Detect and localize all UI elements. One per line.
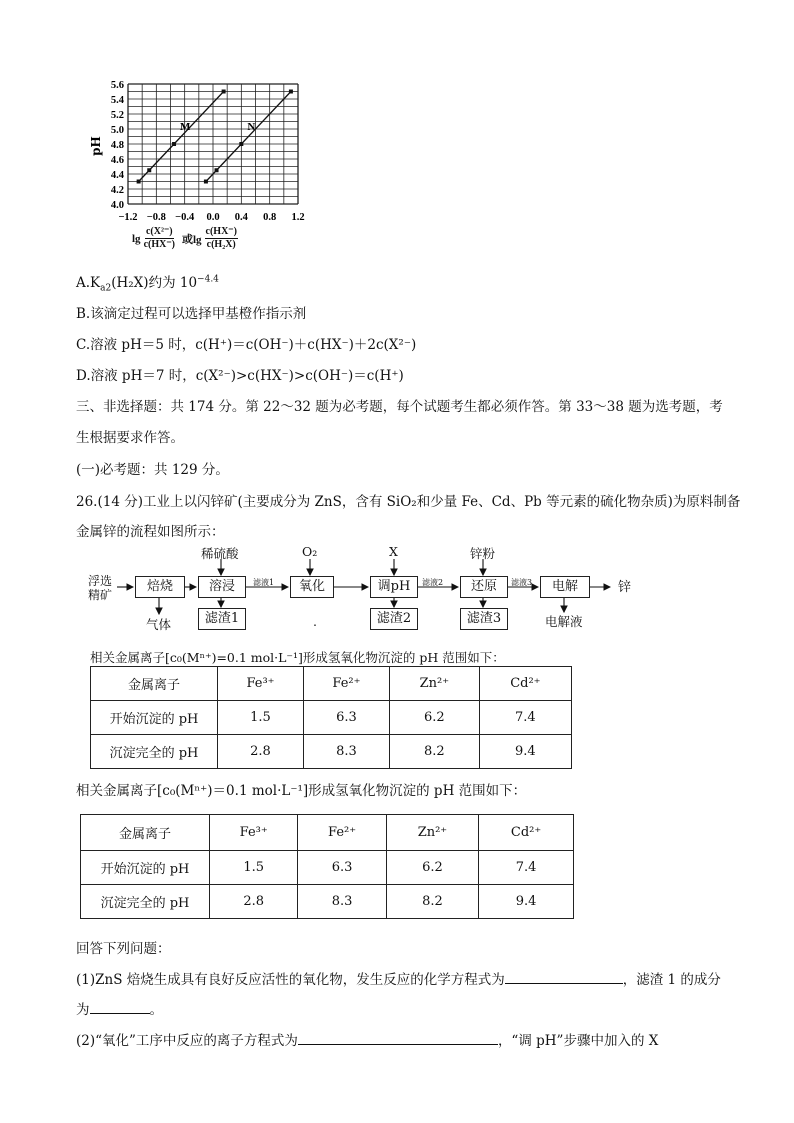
data-point	[215, 168, 219, 172]
answer-blank-1[interactable]	[505, 969, 623, 984]
filtrate-1: 滤液1	[253, 578, 275, 587]
output-residue-1: 滤渣1	[198, 608, 246, 630]
step-roast: 焙烧	[135, 576, 185, 598]
answer-q1-text-b: ，滤渣 1 的成分	[622, 972, 721, 988]
table-cell: 1.5	[218, 701, 304, 735]
y-tick-label: 4.4	[110, 170, 124, 181]
table-cell: 7.4	[479, 701, 571, 735]
table-caption-a: 相关金属离子[c₀(Mⁿ⁺)=0.1 mol·L⁻¹]形成氢氧化物沉淀的 pH 范围如下：	[90, 650, 505, 665]
table-cell: 8.3	[303, 735, 389, 769]
x-label-frac1-num: c(X²⁻)	[145, 226, 173, 237]
y-tick-label: 4.0	[110, 200, 124, 211]
option-b: B.该滴定过程可以选择甲基橙作指示剂	[76, 306, 307, 322]
filtrate-2: 滤液2	[422, 578, 444, 587]
table-cell: 1.5	[210, 851, 298, 885]
table-cell: 6.2	[389, 701, 479, 735]
series-label: N	[247, 121, 256, 133]
filtrate-3: 滤液3	[511, 578, 533, 587]
output-electrolyte: 电解液	[545, 614, 583, 629]
option-a-exp: −4.4	[197, 274, 219, 285]
x-tick-label: −1.2	[118, 212, 138, 223]
table-cell: Fe²⁺	[303, 667, 389, 701]
x-label-frac2	[205, 226, 238, 251]
table-cell: 9.4	[479, 885, 574, 919]
table-cell: 开始沉淀的 pH	[91, 701, 218, 735]
x-tick-label: 0.8	[263, 212, 277, 223]
step-leach: 溶浸	[198, 576, 246, 598]
table-cell: Cd²⁺	[479, 667, 571, 701]
answer-q1-line-2	[76, 998, 163, 1018]
step-oxidize: 氧化	[290, 576, 334, 598]
option-c: C.溶液 pH＝5 时，c(H⁺)＝c(OH⁻)＋c(HX⁻)＋2c(X²⁻)	[76, 337, 417, 353]
y-tick-label: 5.4	[110, 95, 124, 106]
y-tick-label: 5.0	[110, 125, 124, 136]
input-oxygen: O₂	[302, 544, 318, 559]
x-label-mid: 或lg	[181, 233, 202, 246]
y-tick-label: 4.8	[110, 140, 124, 151]
data-point	[137, 180, 141, 184]
data-point	[222, 90, 226, 94]
section-line-2: 生根据要求作答。	[76, 430, 184, 446]
ion-table-b	[80, 814, 574, 919]
q26-line-1: 26.(14 分)工业上以闪锌矿(主要成分为 ZnS，含有 SiO₂和少量 Fe、Cd、Pb 等元素的硫化物杂质)为原料制备	[76, 494, 741, 510]
data-point	[289, 90, 293, 94]
answer-q1-line	[76, 968, 721, 988]
input-zinc-powder: 锌粉	[470, 546, 496, 561]
input-sulfuric-acid: 稀硫酸	[201, 546, 239, 561]
output-residue-3: 滤渣3	[460, 608, 508, 630]
x-label-prefix: lg	[132, 232, 141, 245]
answers-intro: 回答下列问题：	[76, 941, 171, 957]
option-a-sub: a2	[100, 283, 112, 294]
step-electrolysis: 电解	[540, 576, 590, 598]
answer-q1-text-c: 为	[76, 1002, 90, 1018]
table-cell: 7.4	[479, 851, 574, 885]
data-point	[147, 168, 151, 172]
table-cell: Fe³⁺	[210, 815, 298, 851]
section-line-1: 三、非选择题：共 174 分。第 22～32 题为必考题，每个试题考生都必须作答。第 33～38 题为选考题，考	[76, 399, 723, 415]
table-row	[91, 701, 572, 735]
table-cell: 8.3	[298, 885, 386, 919]
x-axis-label	[132, 226, 238, 251]
flow-start-bottom: 精矿	[88, 588, 113, 602]
output-residue-2: 滤渣2	[370, 608, 418, 630]
data-point	[239, 142, 243, 146]
table-caption-b: 相关金属离子[c₀(Mⁿ⁺)＝0.1 mol·L⁻¹]形成氢氧化物沉淀的 pH 范围如下：	[76, 783, 527, 799]
option-a-rest: (H₂X)约为 10	[111, 275, 198, 291]
table-cell: 8.2	[386, 885, 478, 919]
x-label-frac2-den: c(H₂X)	[206, 239, 236, 250]
y-axis-label: pH	[89, 136, 103, 156]
y-tick-label: 5.6	[110, 80, 124, 91]
table-cell: 9.4	[479, 735, 571, 769]
series-label: M	[180, 121, 191, 133]
flow-start-top: 浮选	[88, 574, 113, 588]
y-tick-label: 4.2	[110, 185, 124, 196]
ion-table-a	[90, 666, 572, 769]
x-label-frac1	[144, 226, 175, 251]
table-cell: Fe³⁺	[218, 667, 304, 701]
table-cell: 开始沉淀的 pH	[81, 851, 210, 885]
table-cell: 金属离子	[91, 667, 218, 701]
x-tick-label: −0.4	[175, 212, 195, 223]
table-header-row	[91, 667, 572, 701]
section-sub: (一)必考题：共 129 分。	[76, 462, 229, 478]
step-reduce: 还原	[460, 576, 508, 598]
input-x: X	[389, 544, 398, 559]
table-cell: Zn²⁺	[386, 815, 478, 851]
table-cell: 2.8	[218, 735, 304, 769]
answer-q2-text-a: (2)“氧化”工序中反应的离子方程式为	[76, 1033, 298, 1049]
table-cell: 沉淀完全的 pH	[81, 885, 210, 919]
answer-q2-line	[76, 1029, 658, 1049]
table-cell: Zn²⁺	[389, 667, 479, 701]
y-tick-label: 5.2	[110, 110, 124, 121]
answer-q1-text-d: 。	[149, 1002, 163, 1018]
table-cell: 沉淀完全的 pH	[91, 735, 218, 769]
y-tick-label: 4.6	[110, 155, 124, 166]
product-zinc: 锌	[618, 580, 632, 595]
answer-q1-text-a: (1)ZnS 焙烧生成具有良好反应活性的氧化物，发生反应的化学方程式为	[76, 972, 505, 988]
table-row	[81, 851, 574, 885]
answer-q2-text-b: ，“调 pH”步骤中加入的 X	[497, 1033, 659, 1049]
x-label-frac1-den: c(HX⁻)	[143, 239, 175, 250]
x-tick-label: 0.0	[206, 212, 220, 223]
table-cell: 金属离子	[81, 815, 210, 851]
table-cell: 6.3	[298, 851, 386, 885]
x-tick-label: 0.4	[234, 212, 248, 223]
x-tick-label: −0.8	[146, 212, 166, 223]
step-adjust-ph: 调pH	[370, 576, 418, 598]
option-a	[76, 271, 219, 294]
option-d: D.溶液 pH＝7 时，c(X²⁻)>c(HX⁻)>c(OH⁻)＝c(H⁺)	[76, 368, 404, 384]
flow-dot: .	[313, 614, 317, 629]
table-cell: Fe²⁺	[298, 815, 386, 851]
x-tick-label: 1.2	[291, 212, 305, 223]
table-cell: 6.2	[386, 851, 478, 885]
table-header-row	[81, 815, 574, 851]
data-point	[204, 180, 208, 184]
answer-blank-3[interactable]	[298, 1030, 498, 1045]
answer-blank-2[interactable]	[90, 999, 150, 1014]
table-cell: 2.8	[210, 885, 298, 919]
q26-line-2: 金属锌的流程如图所示：	[76, 524, 225, 540]
option-a-text: A.K	[76, 275, 101, 291]
table-row	[81, 885, 574, 919]
y-tick-labels	[111, 80, 125, 211]
data-point	[172, 142, 176, 146]
output-gas: 气体	[146, 617, 172, 632]
table-cell: 6.3	[303, 701, 389, 735]
table-row	[91, 735, 572, 769]
table-cell: 8.2	[389, 735, 479, 769]
x-tick-labels	[118, 212, 304, 223]
x-label-frac2-num: c(HX⁻)	[205, 226, 237, 237]
table-cell: Cd²⁺	[479, 815, 574, 851]
